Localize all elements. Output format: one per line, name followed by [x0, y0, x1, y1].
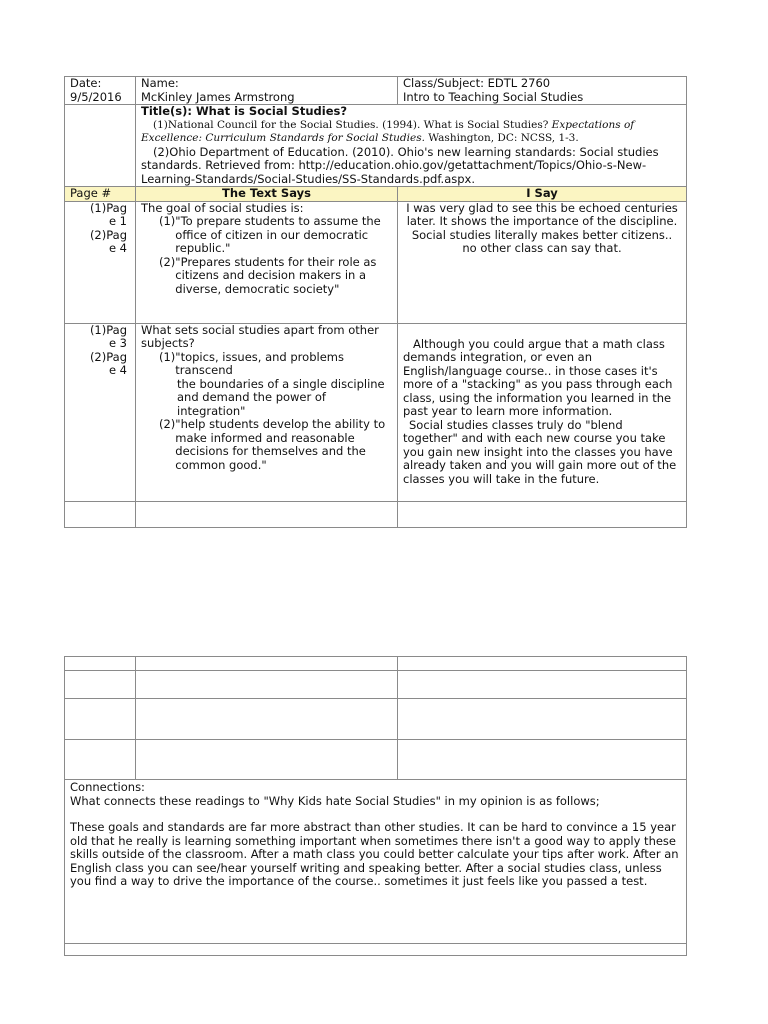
list-item-continued: the boundaries of a single discipline and demand the power of integration"	[177, 376, 385, 418]
name-value: McKinley James Armstrong	[141, 89, 295, 104]
name-label: Name:	[141, 76, 179, 90]
page-ref-line: e 1	[108, 214, 127, 228]
reference-1	[141, 119, 681, 146]
date-label: Date:	[70, 76, 102, 90]
text-says-intro: The goal of social studies is:	[141, 200, 304, 215]
empty-cell	[65, 740, 136, 780]
text-says-cell	[136, 323, 398, 501]
connections-intro: What connects these readings to "Why Kids hate Social Studies" in my opinion is as follows;	[70, 793, 600, 808]
table-row	[65, 201, 687, 323]
i-say-cell: I was very glad to see this be echoed centuries later. It shows the importance of the discipline. Social studies literally makes better citizens.. no other class can say that.	[398, 201, 687, 323]
list-text: "To prepare students to assume the office of citizen in our democratic republic."	[175, 214, 381, 255]
col-header-text-says: The Text Says	[136, 187, 398, 202]
list-number: (2)	[159, 417, 176, 431]
titles-empty-cell	[65, 105, 136, 187]
column-header-row	[65, 187, 687, 202]
date-cell	[65, 77, 136, 105]
text-says-cell	[136, 201, 398, 323]
col-header-page: Page #	[65, 187, 136, 202]
list-text: "help students develop the ability to make informed and reasonable decisions for themselves and the common good."	[175, 417, 386, 472]
notes-table	[64, 76, 687, 528]
list-item	[141, 418, 392, 472]
empty-cell	[65, 671, 136, 699]
empty-cell	[136, 740, 398, 780]
reference-2: (2)Ohio Department of Education. (2010). Ohio's new learning standards: Social studies standards. Retrieved from: http://education.ohio.gov/getattachment/Topics/Ohio-s-New-Learning-Standards/Social-Studies/SS-Standards.pdf.aspx.	[141, 144, 659, 186]
empty-cell	[65, 699, 136, 740]
empty-cell	[398, 657, 687, 671]
connections-label: Connections:	[70, 780, 145, 794]
table-row-empty	[65, 657, 687, 671]
titles-heading: Title(s): What is Social Studies?	[141, 104, 348, 118]
empty-cell	[398, 740, 687, 780]
page-ref-line: (1)Pag	[89, 322, 127, 337]
header-row	[65, 77, 687, 105]
empty-cell	[398, 671, 687, 699]
page-ref-cell	[65, 201, 136, 323]
list-number: (1)	[159, 349, 176, 364]
connections-table	[64, 656, 687, 956]
page-ref-line: e 4	[108, 241, 127, 255]
list-item	[141, 215, 392, 256]
list-text: "topics, issues, and problems transcend	[175, 349, 344, 377]
connections-paragraph: These goals and standards are far more abstract than other studies. It can be hard to convince a 15 year old that he really is learning something important when sometimes there isn't a good way to apply these skills outside of the classroom. After a math class you could better calculate your tips after work. After an English class you can see/hear yourself writing and speaking better. After a social studies class, unless you find a way to drive the importance of the course.. sometimes it just feels like you passed a test.	[70, 820, 679, 888]
page-ref-line: (2)Pag	[89, 349, 127, 364]
i-say-paragraph: Although you could argue that a math class demands integration, or even an English/language course.. in those cases it's more of a "stacking" as you pass through each class, using the information you learned in the past year to learn more information.	[403, 336, 673, 418]
class-label: Class/Subject: EDTL 2760	[403, 76, 551, 90]
page-ref-line: e 3	[108, 336, 127, 350]
empty-cell	[65, 657, 136, 671]
empty-cell	[398, 699, 687, 740]
i-say-cell	[398, 323, 687, 501]
i-say-paragraph: Social studies classes truly do "blend together" and with each new course you take you gain new insight into the classes you have already taken and you will gain more out of the classes you will take in the future.	[403, 417, 677, 486]
page-ref-cell	[65, 323, 136, 501]
text-says-intro: What sets social studies apart from other subjects?	[141, 322, 379, 350]
table-row-empty	[65, 671, 687, 699]
empty-cell	[136, 699, 398, 740]
empty-cell	[398, 501, 687, 527]
page-ref-line: (2)Pag	[89, 227, 127, 242]
list-item	[141, 256, 392, 297]
class-value: Intro to Teaching Social Studies	[403, 89, 584, 104]
reference-1-end: Washington, DC: NCSS, 1-3.	[424, 132, 579, 144]
table-row-empty	[65, 740, 687, 780]
table-row-empty	[65, 699, 687, 740]
empty-cell	[136, 501, 398, 527]
list-number: (2)	[159, 254, 176, 269]
empty-cell	[136, 671, 398, 699]
page-ref-line: e 4	[108, 363, 127, 377]
name-cell	[136, 77, 398, 105]
empty-cell	[136, 657, 398, 671]
reference-1-text: (1)National Council for the Social Studies. (1994). What is Social Studies?	[153, 118, 552, 131]
connections-cell	[65, 780, 687, 944]
date-value: 9/5/2016	[70, 89, 122, 104]
empty-cell	[65, 501, 136, 527]
empty-cell	[65, 944, 687, 956]
page-ref-line: (1)Pag	[89, 200, 127, 215]
connections-row	[65, 780, 687, 944]
list-text: "Prepares students for their role as citizens and decision makers in a diverse, democratic society"	[175, 254, 377, 296]
table-row-empty	[65, 501, 687, 527]
list-number: (1)	[159, 214, 176, 228]
titles-row	[65, 105, 687, 187]
col-header-i-say: I Say	[398, 187, 687, 202]
class-cell	[398, 77, 687, 105]
table-row-empty	[65, 944, 687, 956]
reference-1-italic: Expectations of Excellence: Curriculum Standards for Social Studies.	[141, 118, 635, 144]
list-item	[141, 351, 392, 378]
titles-cell	[136, 105, 687, 187]
table-row	[65, 323, 687, 501]
